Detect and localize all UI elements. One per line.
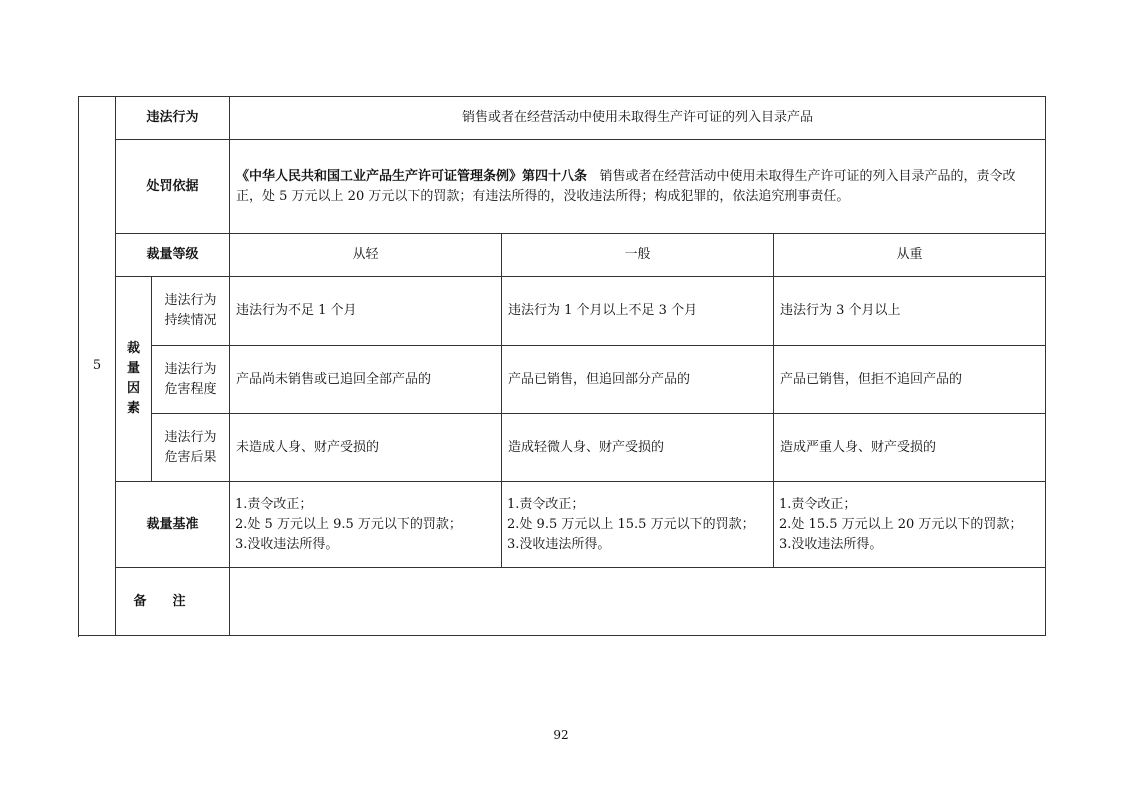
factor-row: [79, 414, 1046, 482]
standard-line: 3.没收违法所得。: [779, 536, 883, 552]
basis-label: 处罚依据: [116, 140, 230, 234]
remarks-value: [230, 568, 1046, 636]
levels-label: 裁量等级: [116, 234, 230, 277]
factors-label-char: 裁: [126, 341, 140, 356]
factors-label-char: 素: [126, 401, 140, 416]
levels-row: [79, 234, 1046, 277]
factor-name-line: 危害后果: [164, 449, 217, 465]
violation-row: [79, 97, 1046, 140]
factor-severity-label: [152, 346, 230, 414]
factor-cell: 违法行为 3 个月以上: [774, 277, 1046, 346]
standard-line: 2.处 15.5 万元以上 20 万元以下的罚款；: [779, 516, 1023, 532]
factor-name-line: 违法行为: [164, 429, 217, 445]
factor-name-line: 违法行为: [164, 361, 217, 377]
factor-name-line: 危害程度: [164, 381, 217, 397]
factor-cell: 产品尚未销售或已追回全部产品的: [230, 346, 502, 414]
level-normal: 一般: [502, 234, 774, 277]
remarks-row: [79, 568, 1046, 636]
factor-cell: 违法行为 1 个月以上不足 3 个月: [502, 277, 774, 346]
standard-heavy: [774, 482, 1046, 568]
level-heavy: 从重: [774, 234, 1046, 277]
violation-label: 违法行为: [116, 97, 230, 140]
factor-cell: 产品已销售，但拒不追回产品的: [774, 346, 1046, 414]
standard-line: 3.没收违法所得。: [235, 536, 339, 552]
basis-law: 《中华人民共和国工业产品生产许可证管理条例》第四十八条: [236, 168, 588, 184]
factor-name-line: 持续情况: [164, 313, 217, 328]
standard-line: 1.责令改正；: [235, 496, 313, 512]
standard-line: 2.处 9.5 万元以上 15.5 万元以下的罚款；: [507, 516, 755, 532]
factor-cell: 造成轻微人身、财产受损的: [502, 414, 774, 482]
factor-consequence-label: [152, 414, 230, 482]
standard-line: 3.没收违法所得。: [507, 536, 611, 552]
standards-row: [79, 482, 1046, 568]
page-number: 92: [553, 728, 569, 742]
discretion-table: [78, 96, 1046, 636]
basis-row: [79, 140, 1046, 234]
standard-line: 1.责令改正；: [507, 496, 585, 512]
level-light: 从轻: [230, 234, 502, 277]
factor-row: [79, 277, 1046, 346]
factor-cell: 未造成人身、财产受损的: [230, 414, 502, 482]
row-number: 5: [79, 97, 116, 636]
basis-text: 销售或者在经营活动中使用未取得生产许可证的列入目录产品的，责令改正，处 5 万元以上 20 万元以下的罚款；有违法所得的，没收违法所得；构成犯罪的，依法追究刑事责任。: [236, 168, 1016, 204]
basis-content: [230, 140, 1046, 234]
factor-cell: 造成严重人身、财产受损的: [774, 414, 1046, 482]
factor-duration-label: [152, 277, 230, 346]
standards-label: 裁量基准: [116, 482, 230, 568]
factors-label: [116, 277, 152, 482]
standard-light: [230, 482, 502, 568]
standard-line: 2.处 5 万元以上 9.5 万元以下的罚款；: [235, 516, 462, 532]
factor-row: [79, 346, 1046, 414]
factor-cell: 违法行为不足 1 个月: [230, 277, 502, 346]
factor-cell: 产品已销售，但追回部分产品的: [502, 346, 774, 414]
factor-name-line: 违法行为: [164, 293, 217, 308]
remarks-label: 备注: [116, 568, 230, 636]
standard-line: 1.责令改正；: [779, 496, 857, 512]
factors-label-char: 因: [126, 381, 140, 396]
violation-value: 销售或者在经营活动中使用未取得生产许可证的列入目录产品: [230, 97, 1046, 140]
standard-normal: [502, 482, 774, 568]
factors-label-char: 量: [126, 361, 140, 376]
